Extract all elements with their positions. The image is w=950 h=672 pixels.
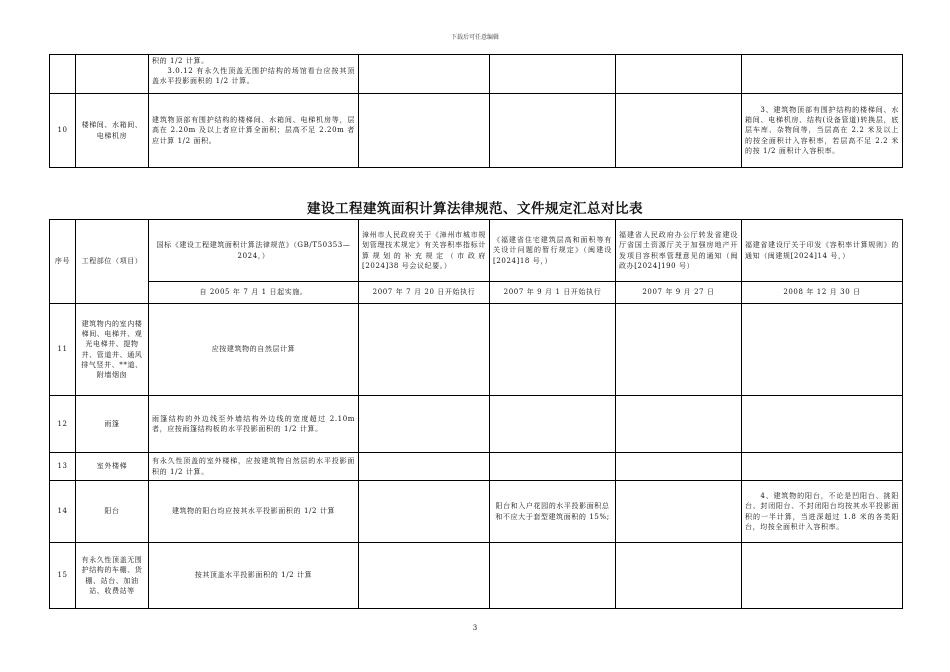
row-fjzj: [490, 543, 616, 609]
header-part: 工程部位（项目）: [76, 220, 149, 304]
header-note: 下载后可任意编辑: [450, 34, 499, 41]
row-gb: 应按建筑物的自然层计算: [149, 304, 359, 396]
dates-row: [50, 282, 903, 304]
top-row-continued: [50, 55, 903, 94]
header-gb: 国标《建设工程建筑面积计算法律规范》（GB/T50353—2024，）: [149, 220, 359, 282]
row-fjgov: [616, 453, 742, 481]
table-row: [50, 453, 903, 481]
table-row: [50, 543, 903, 609]
row-zz: [359, 396, 490, 453]
row-part: 阳台: [76, 481, 149, 543]
table-row: [50, 304, 903, 396]
row-number: 15: [50, 543, 76, 609]
header-row: [50, 220, 903, 282]
row-fjgov: [616, 481, 742, 543]
row-gb: 建筑物顶部有围护结构的楼梯间、水箱间、电梯机房等，层高在 2.20m 及以上者应计算全面积；层高不足 2.20m 者应计算 1/2 面积。: [149, 94, 359, 168]
page-number: 3: [472, 624, 478, 632]
row-fj2008: [742, 453, 903, 481]
row-zz: [359, 453, 490, 481]
page-title: 建设工程建筑面积计算法律规范、文件规定汇总对比表: [307, 201, 643, 217]
row-part: 楼梯间、水箱间、电梯机房: [76, 94, 149, 168]
table-row: [50, 481, 903, 543]
row-gb: 雨篷结构的外边线至外墙结构外边线的宽度超过 2.10m 者，应按雨篷结构板的水平投影面积的 1/2 计算。: [149, 396, 359, 453]
comparison-table: [49, 219, 903, 609]
header-fj2008: 福建省建设厅关于印发《容积率计算规则》的通知（闽建规[2024]14 号，）: [742, 220, 903, 282]
row-gb: 有永久性顶盖的室外楼梯，应按建筑物自然层的水平投影面积的 1/2 计算。: [149, 453, 359, 481]
date-fjgov: 2007 年 9 月 27 日: [616, 282, 742, 304]
header-fjgov: 福建省人民政府办公厅转发省建设厅省国土资源厅关于加强房地产开发项目容积率管理意见的通知（闽政办[2024]190 号）: [616, 220, 742, 282]
header-zz: 漳州市人民政府关于《漳州市城市规划管理技术规定》有关容积率指标计算规划的补充规定（市政府[2024]38 号会议纪要。）: [359, 220, 490, 282]
row-part: 室外楼梯: [76, 453, 149, 481]
row-fj2008: [742, 304, 903, 396]
row-gb: 建筑物的阳台均应按其水平投影面积的 1/2 计算: [149, 481, 359, 543]
row-part: 雨篷: [76, 396, 149, 453]
row-fjgov: [616, 543, 742, 609]
row-zz: [359, 543, 490, 609]
date-fjzj: 2007 年 9 月 1 日开始执行: [490, 282, 616, 304]
row-number: 10: [50, 94, 76, 168]
date-fj2008: 2008 年 12 月 30 日: [742, 282, 903, 304]
row-part: 建筑物内的室内楼梯间、电梯井、观光电梯井、提物井、管道井、通风排气竖井、**道、附墙烟囱: [76, 304, 149, 396]
row-number: 11: [50, 304, 76, 396]
row-number: 12: [50, 396, 76, 453]
row-fj2008: 3、建筑物顶部有围护结构的楼梯间、水箱间、电梯机房、结构(设备管道)转换层，底层车库、杂物间等，当层高在 2.2 米及以上的按全面积计入容积率，若层高不足 2.2 米的按 1/2 面积计入容积率。: [742, 94, 903, 168]
row-number: 13: [50, 453, 76, 481]
row-fjzj: 阳台和入户花园的水平投影面积总和不应大于套型建筑面积的 15%;: [490, 481, 616, 543]
row-number: 14: [50, 481, 76, 543]
header-no: 序号: [50, 220, 76, 304]
header-fjzj: 《福建省住宅建筑层高和面积等有关设计问题的暂行规定》（闽建设[2024]18 号，）: [490, 220, 616, 282]
row-fj2008: 4、建筑物的阳台，不论是凹阳台、挑阳台、封闭阳台、不封闭阳台均按其水平投影面积的一半计算，当进深超过 1.8 米的各类阳台，均按全面积计入容积率。: [742, 481, 903, 543]
row-fjzj: [490, 304, 616, 396]
row-fj2008: [742, 396, 903, 453]
row-fj2008: [742, 543, 903, 609]
date-zz: 2007 年 7 月 20 日开始执行: [359, 282, 490, 304]
gb-continued-text: 积的 1/2 计算。: [152, 57, 209, 65]
table-row: [50, 396, 903, 453]
row-part: 有永久性顶盖无围护结构的车棚、货棚、站台、加油站、收费站等: [76, 543, 149, 609]
top-table: [49, 54, 903, 168]
row-fjgov: [616, 304, 742, 396]
row-zz: [359, 481, 490, 543]
row-fjzj: [490, 396, 616, 453]
row-fjgov: [616, 396, 742, 453]
date-gb: 自 2005 年 7 月 1 日起实施。: [149, 282, 359, 304]
top-gb-cell: [149, 55, 359, 94]
row-zz: [359, 304, 490, 396]
row-gb: 按其顶盖水平投影面积的 1/2 计算: [149, 543, 359, 609]
row-fjzj: [490, 453, 616, 481]
table-row: [50, 94, 903, 168]
gb-clause-3-0-12: 3.0.12 有永久性顶盖无围护结构的场馆看台应按其顶盖水平投影面积的 1/2 计算。: [152, 67, 355, 86]
